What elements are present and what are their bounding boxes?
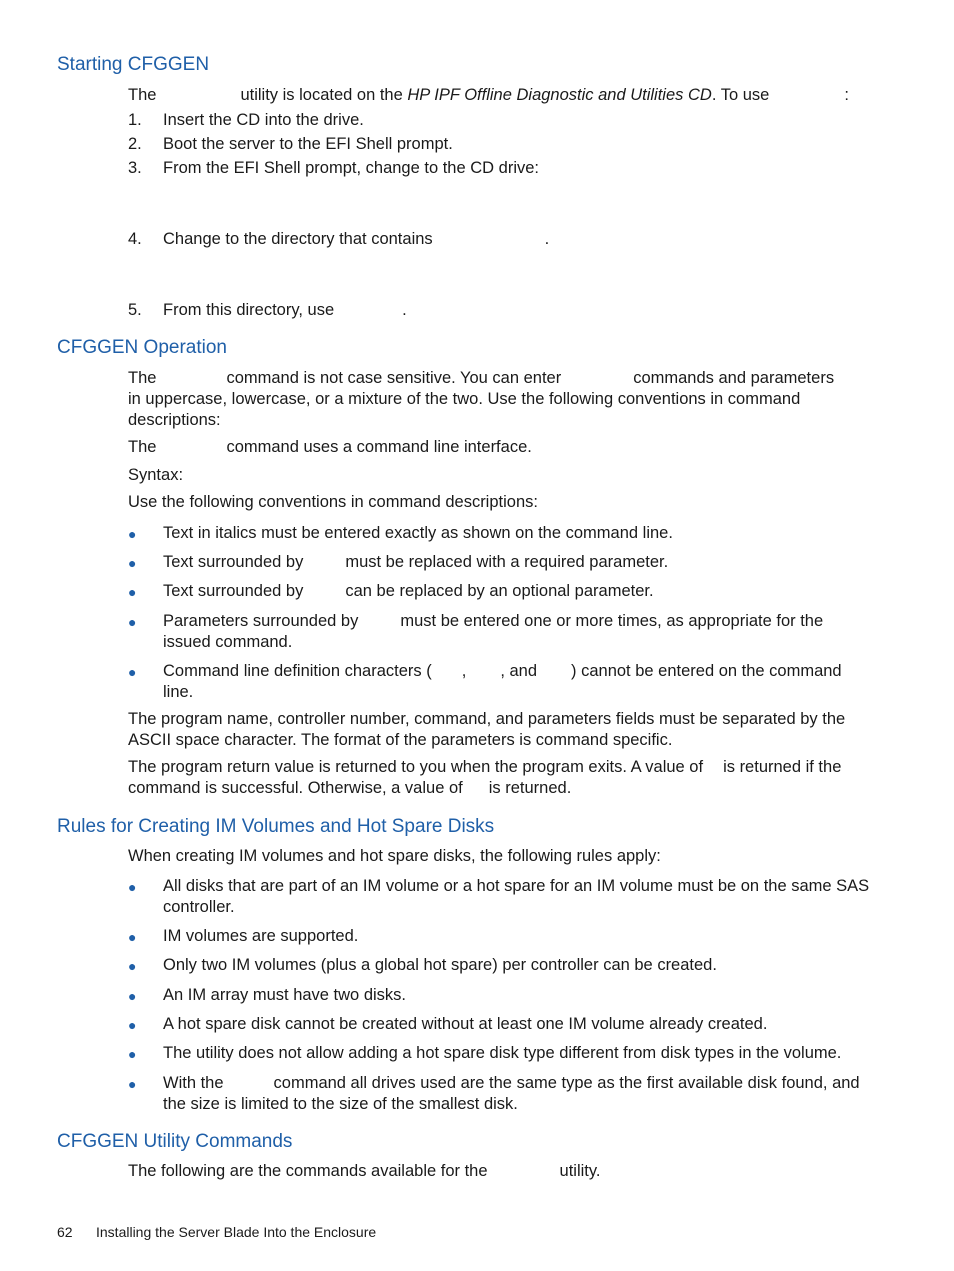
heading-utility-commands: CFGGEN Utility Commands: [57, 1131, 293, 1152]
convention-bullet: Text surrounded by can be replaced by an optional parameter.: [163, 582, 654, 600]
step-number: 1.: [128, 111, 142, 129]
starting-intro: The utility is located on the HP IPF Offline Diagnostic and Utilities CD. To use :: [128, 86, 849, 104]
rule-bullet: A hot spare disk cannot be created without at least one IM volume already created.: [163, 1015, 768, 1033]
convention-bullet: Parameters surrounded by must be entered one or more times, as appropriate for the issued command.: [163, 612, 824, 651]
step-number: 4.: [128, 230, 142, 248]
bullet-icon: ●: [128, 988, 137, 1004]
bullet-icon: ●: [128, 929, 137, 945]
footer-title: Installing the Server Blade Into the Enclosure: [96, 1224, 377, 1240]
step-number: 3.: [128, 159, 142, 177]
rule-bullet: With the command all drives used are the same type as the first available disk found, and the size is limited to the size of the smallest disk.: [163, 1074, 860, 1113]
operation-para-3: The program name, controller number, command, and parameters fields must be separated by the ASCII space character. The format of the parameters is command specific.: [128, 710, 846, 749]
step-text: From this directory, use .: [163, 301, 407, 319]
syntax-label: Syntax:: [128, 466, 184, 484]
step-text: Change to the directory that contains .: [163, 230, 550, 248]
bullet-icon: ●: [128, 958, 137, 974]
step-text: Insert the CD into the drive.: [163, 111, 364, 129]
operation-para-1-line-1: The command is not case sensitive. You can enter commands and parameters: [128, 369, 835, 387]
bullet-icon: ●: [128, 1046, 137, 1062]
operation-para-2: The command uses a command line interface.: [128, 438, 532, 456]
rule-bullet: IM volumes are supported.: [163, 927, 359, 945]
bullet-icon: ●: [128, 555, 137, 571]
bullet-icon: ●: [128, 614, 137, 630]
bullet-icon: ●: [128, 1017, 137, 1033]
rule-bullet: All disks that are part of an IM volume or a hot spare for an IM volume must be on the same SAS controller.: [163, 877, 870, 916]
bullet-icon: ●: [128, 879, 137, 895]
heading-starting-cfggen: Starting CFGGEN: [57, 54, 210, 75]
operation-para-1-rest: in uppercase, lowercase, or a mixture of the two. Use the following conventions in command descriptions:: [128, 390, 801, 429]
rule-bullet: An IM array must have two disks.: [163, 986, 406, 1004]
rule-bullet: Only two IM volumes (plus a global hot spare) per controller can be created.: [163, 956, 717, 974]
convention-bullet: Text surrounded by must be replaced with a required parameter.: [163, 553, 669, 571]
bullet-icon: ●: [128, 664, 137, 680]
conventions-intro: Use the following conventions in command descriptions:: [128, 493, 538, 511]
convention-bullet: Text in italics must be entered exactly as shown on the command line.: [163, 524, 673, 542]
commands-intro: The following are the commands available for the utility.: [128, 1162, 601, 1180]
step-text: Boot the server to the EFI Shell prompt.: [163, 135, 453, 153]
convention-bullet: Command line definition characters ( , , and ) cannot be entered on the command line.: [163, 662, 842, 701]
step-number: 2.: [128, 135, 142, 153]
step-text: From the EFI Shell prompt, change to the CD drive:: [163, 159, 539, 177]
page-number: 62: [57, 1224, 73, 1240]
rules-intro: When creating IM volumes and hot spare disks, the following rules apply:: [128, 847, 661, 865]
rule-bullet: The utility does not allow adding a hot spare disk type different from disk types in the volume.: [163, 1044, 842, 1062]
bullet-icon: ●: [128, 584, 137, 600]
step-number: 5.: [128, 301, 142, 319]
bullet-icon: ●: [128, 526, 137, 542]
heading-cfggen-operation: CFGGEN Operation: [57, 337, 227, 358]
operation-para-4: The program return value is returned to you when the program exits. A value of is returned if the command is successful. Otherwise, a value of is returned.: [128, 758, 842, 797]
bullet-icon: ●: [128, 1076, 137, 1092]
heading-rules: Rules for Creating IM Volumes and Hot Spare Disks: [57, 816, 495, 837]
